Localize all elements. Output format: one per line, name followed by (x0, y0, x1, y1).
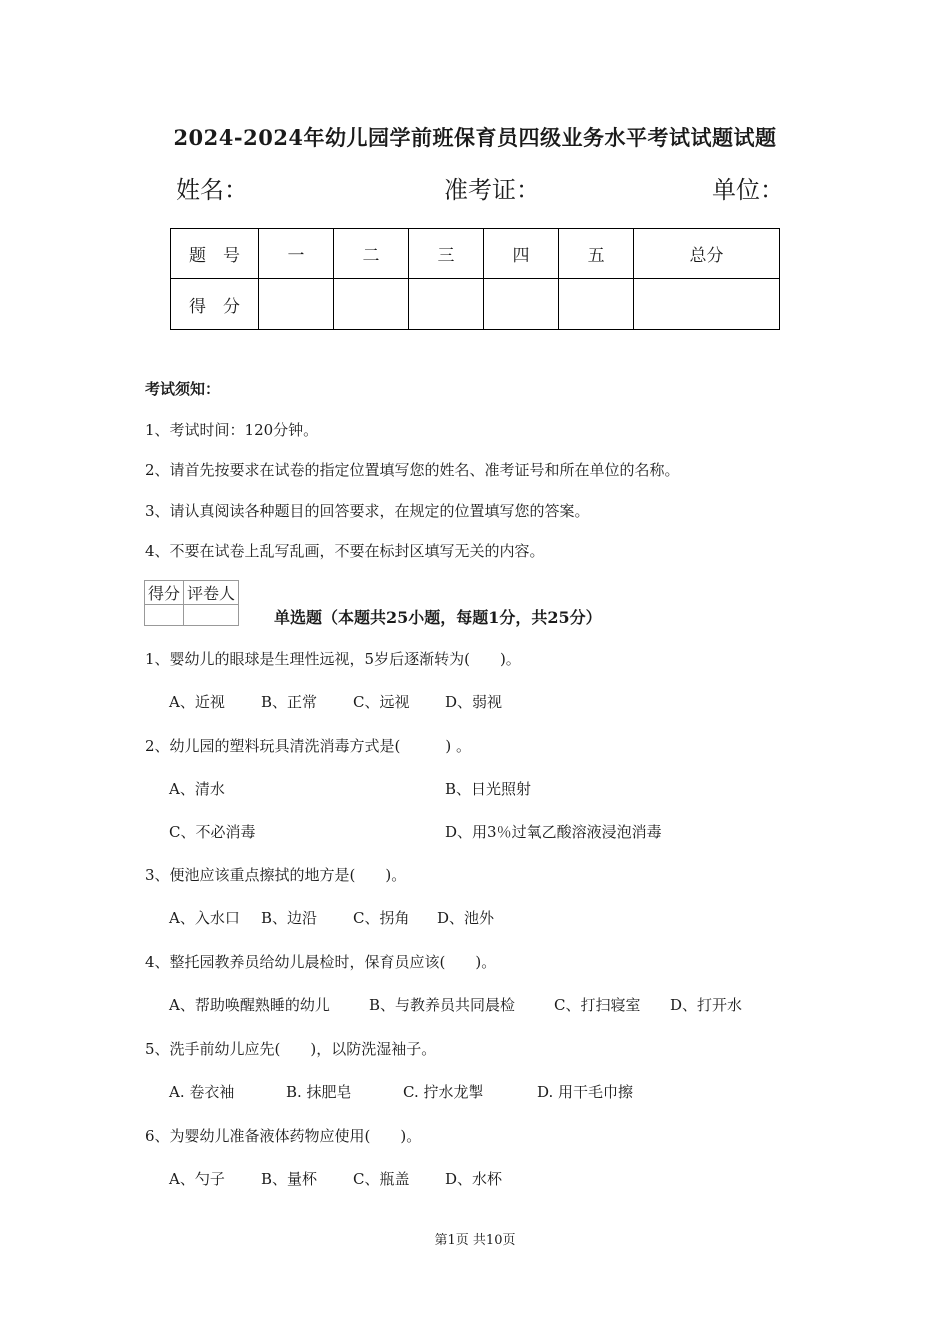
score-cell[interactable] (334, 279, 409, 330)
option: A、清水 (169, 780, 225, 798)
score-col-1: 一 (259, 229, 334, 279)
grader-box (144, 580, 239, 626)
exam-id-label: 准考证： (444, 176, 540, 204)
question-text: 1、婴幼儿的眼球是生理性远视，5岁后逐渐转为( )。 (145, 650, 521, 668)
option: C、拐角 (353, 909, 410, 927)
option: D、用3％过氧乙酸溶液浸泡消毒 (445, 823, 662, 841)
score-cell[interactable] (559, 279, 634, 330)
score-cell[interactable] (409, 279, 484, 330)
option: A、帮助唤醒熟睡的幼儿 (169, 996, 330, 1014)
score-table-header-row (171, 229, 780, 279)
score-header-label: 题 号 (171, 229, 259, 279)
option: C、不必消毒 (169, 823, 256, 841)
option: B、与教养员共同晨检 (369, 996, 516, 1014)
score-col-2: 二 (334, 229, 409, 279)
option: D、水杯 (445, 1170, 503, 1188)
option: A、入水口 (169, 909, 240, 927)
question-text: 3、便池应该重点擦拭的地方是( )。 (145, 866, 407, 884)
score-table (170, 228, 780, 330)
question-text: 4、整托园教养员给幼儿晨检时，保育员应该( )。 (145, 953, 497, 971)
option: D、打开水 (670, 996, 743, 1014)
option: D、池外 (437, 909, 495, 927)
notice-item: 4、不要在试卷上乱写乱画，不要在标封区填写无关的内容。 (145, 542, 545, 560)
option: C、打扫寝室 (554, 996, 641, 1014)
question-text: 2、幼儿园的塑料玩具清洗消毒方式是( ) 。 (145, 737, 472, 755)
score-col-3: 三 (409, 229, 484, 279)
name-label: 姓名： (176, 176, 248, 204)
grader-name-cell[interactable] (184, 605, 239, 626)
option: A. 卷衣袖 (169, 1083, 235, 1101)
notice-item: 1、考试时间：120分钟。 (145, 421, 319, 439)
grader-score-cell[interactable] (145, 605, 184, 626)
page-title: 2024-2024年幼儿园学前班保育员四级业务水平考试试题试题 (173, 125, 777, 150)
option: C. 拧水龙掣 (403, 1083, 484, 1101)
notice-item: 3、请认真阅读各种题目的回答要求，在规定的位置填写您的答案。 (145, 502, 590, 520)
section-title: 单选题（本题共25小题，每题1分，共25分） (274, 608, 602, 627)
option: D. 用干毛巾擦 (537, 1083, 634, 1101)
option: B、量杯 (261, 1170, 318, 1188)
score-table-score-row (171, 279, 780, 330)
grader-name-label: 评卷人 (184, 581, 239, 605)
notice-title: 考试须知： (145, 380, 221, 398)
score-col-total: 总分 (634, 229, 780, 279)
score-col-4: 四 (484, 229, 559, 279)
score-col-5: 五 (559, 229, 634, 279)
page-footer: 第1页 共10页 (434, 1233, 516, 1248)
option: B、正常 (261, 693, 318, 711)
score-cell[interactable] (484, 279, 559, 330)
option: B、日光照射 (445, 780, 532, 798)
option: B. 抹肥皂 (286, 1083, 352, 1101)
score-cell[interactable] (259, 279, 334, 330)
option: B、边沿 (261, 909, 318, 927)
option: C、瓶盖 (353, 1170, 410, 1188)
question-text: 5、洗手前幼儿应先( )，以防洗湿袖子。 (145, 1040, 437, 1058)
unit-label: 单位： (712, 176, 784, 204)
option: A、近视 (169, 693, 225, 711)
option: D、弱视 (445, 693, 503, 711)
option: C、远视 (353, 693, 410, 711)
question-text: 6、为婴幼儿准备液体药物应使用( )。 (145, 1127, 422, 1145)
grader-score-label: 得分 (145, 581, 184, 605)
notice-item: 2、请首先按要求在试卷的指定位置填写您的姓名、准考证号和所在单位的名称。 (145, 461, 680, 479)
score-row-label: 得 分 (171, 279, 259, 330)
score-cell[interactable] (634, 279, 780, 330)
option: A、勺子 (169, 1170, 225, 1188)
